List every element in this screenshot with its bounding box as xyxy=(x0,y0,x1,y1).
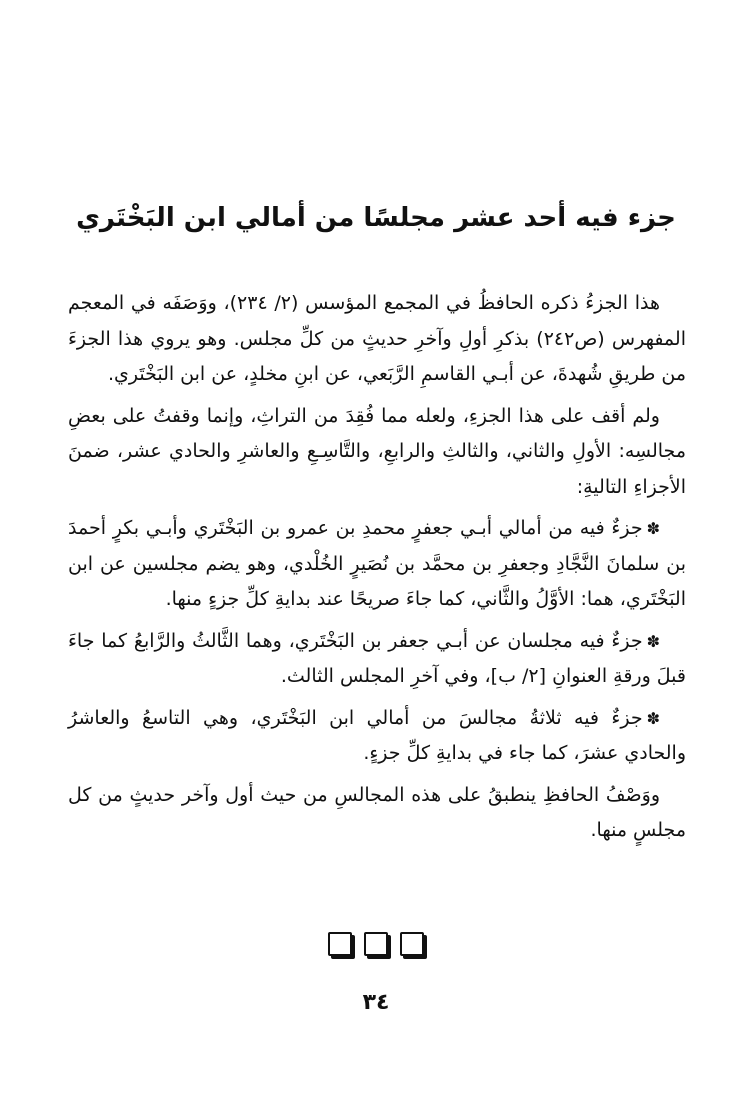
list-item-part-2 xyxy=(68,624,686,695)
section-end-ornament xyxy=(0,932,752,956)
list-item-part-1 xyxy=(68,511,686,618)
paragraph-conclusion: ووَصْفُ الحافظِ ينطبقُ على هذه المجالسِ من حيث أول وآخر حديثٍ من كل مجلسٍ منها. xyxy=(68,783,686,841)
list-item-text: جزءٌ فيه مجلسان عن أبـي جعفر بن البَخْتَري، وهما الثَّالثُ والرَّابعُ كما جاءَ قبلَ ورقةِ العنوانِ [٢/ ب]، وفي آخرِ المجلس الثالث. xyxy=(68,629,686,687)
bullet-star-icon: ✽ xyxy=(646,519,660,538)
square-ornament-icon xyxy=(364,932,388,956)
page-title: جزء فيه أحد عشر مجلسًا من أمالي ابن البَخْتَري xyxy=(76,203,676,233)
list-item-text: جزءٌ فيه ثلاثةُ مجالسَ من أمالي ابن البَخْتَري، وهي التاسعُ والعاشرُ والحادي عشرَ، كما جاء في بدايةِ كلِّ جزءٍ. xyxy=(68,706,686,764)
page-number: ٣٤ xyxy=(362,990,390,1015)
bullet-star-icon: ✽ xyxy=(646,708,660,728)
paragraph-sessions: ولم أقف على هذا الجزءِ، ولعله مما فُقِدَ من التراثِ، وإنما وقفتُ على بعضِ مجالسِه: الأولِ والثاني، والثالثِ والرابعِ، والتَّاسِـعِ والعاشرِ والحادي عشر، ضمنَ الأجزاءِ التاليةِ: xyxy=(68,404,686,498)
bullet-star-icon: ✽ xyxy=(646,631,660,651)
list-item-text: جزءٌ فيه من أمالي أبـي جعفرٍ محمدِ بن عمرو بن البَخْتَري وأبـي بكرٍ أحمدَ بن سلمانَ النَّجَّادِ وجعفرِ بن محمَّد بن نُصَيرٍ الخُلْدي، وهو يضم مجلسين عن ابن البَخْتَري، هما: الأوَّلُ والثَّاني، كما جاءَ صريحًا عند بدايةِ كلِّ جزءٍ منها. xyxy=(68,517,686,610)
paragraph-intro: هذا الجزءُ ذكره الحافظُ في المجمع المؤسس (٢/ ٢٣٤)، ووَصَفَه في المعجم المفهرس (ص٢٤٢) بذكرِ أولِ وآخرِ حديثٍ من كلِّ مجلس. وهو يروي هذا الجزءَ من طريقِ شُهدةَ، عن أبـي القاسمِ الرَّبَعي، عن ابنِ مخلدٍ، عن ابن البَخْتَري. xyxy=(68,292,686,385)
square-ornament-icon xyxy=(400,932,424,956)
body-text xyxy=(68,286,686,855)
square-ornament-icon xyxy=(328,932,352,956)
list-item-part-3 xyxy=(68,701,686,772)
